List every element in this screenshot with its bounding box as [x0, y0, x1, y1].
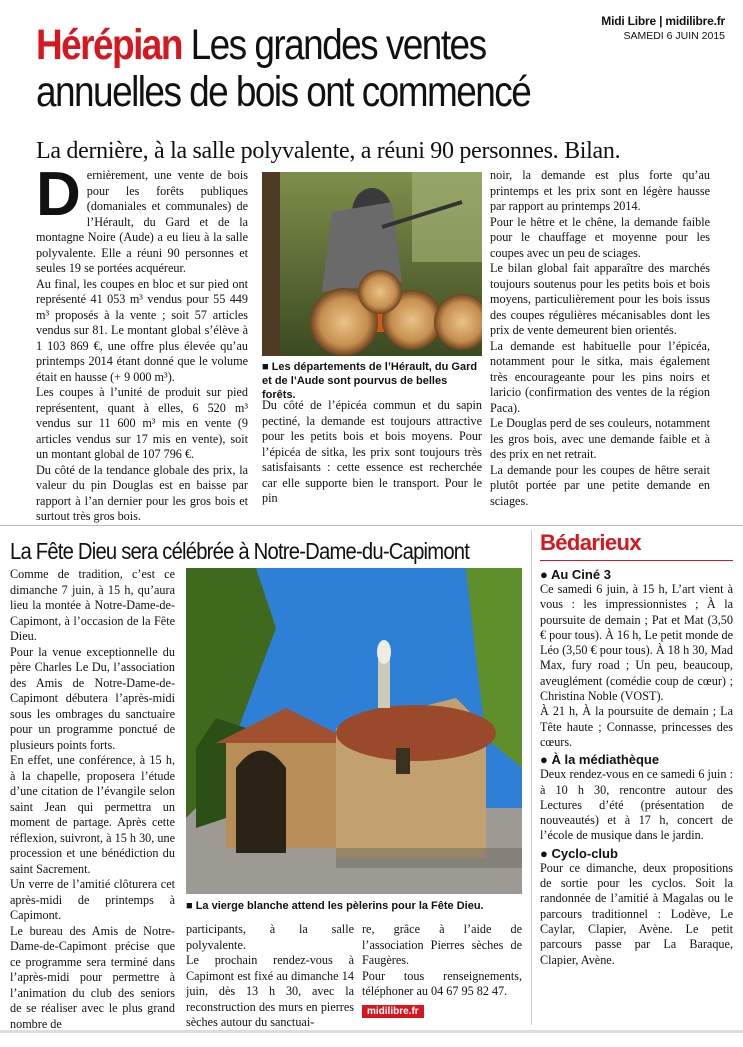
paragraph: Les coupes à l’unité de produit sur pied représentent, quant à elles, 6 520 m³ vendus sur 11 600 m³ mis en vente (9 articles vendus sur 17 mis en vente), soit un montant global de 107 796 €.	[36, 385, 248, 461]
paragraph: Pour tous renseignements, téléphoner au 04 67 95 82 47.	[362, 968, 522, 998]
paragraph: participants, à la salle polyvalente.	[186, 922, 354, 952]
paragraph: Le prochain rendez-vous à Capimont est fixé au dimanche 14 juin, dès 13 h 30, avec la reconstruction des murs en pierres sèches autour du sanctuai-	[186, 953, 354, 1029]
paragraph: Du côté de la tendance globale des prix, la valeur du pin Douglas est en baisse par rapport à l’an dernier pour les gros bois et surtout très gros bois.	[36, 462, 248, 523]
article-subhead: La dernière, à la salle polyvalente, a réuni 90 personnes. Bilan.	[36, 138, 621, 164]
paragraph: ernièrement, une vente de bois pour les forêts publiques (domaniales et communales) de l’Hérault, du Gard et de la montagne Noire (Aude) a eu lieu à la salle polyvalente. Elle a réuni 90 personnes et seules 19 se portées acquéreur.	[36, 168, 248, 275]
paragraph: re, grâce à l’aide de l’association Pierres sèches de Faugères.	[362, 922, 522, 967]
sidebar-section-title: ● Au Ciné 3	[540, 567, 611, 582]
sidebar-section-title: ● À la médiathèque	[540, 752, 660, 768]
paragraph: La demande est habituelle pour l’épicéa, notamment pour le sitka, mais également très encourageante pour les pins noirs et laricio (confirmation des ventes de la région Paca).	[490, 338, 710, 415]
article1-column-3	[490, 168, 710, 509]
paragraph: noir, la demande est plus forte qu’au printemps et les prix sont en légère hausse par rapport au printemps 2014.	[490, 168, 710, 213]
article1-column-1	[36, 160, 248, 525]
paragraph: Pour le hêtre et le chêne, la demande faible pour le chauffage et moyenne pour les coupes avec un peu de sciages.	[490, 214, 710, 260]
paragraph: Le Douglas perd de ses couleurs, notamment les gros bois, avec une demande faible et à des prix en net retrait.	[490, 416, 710, 461]
paragraph: Ce samedi 6 juin, à 15 h, L’art vient à vous : les impressionnistes ; À la poursuite de demain ; Pat et Mat (3,50 € pour tous). À 16 h, Le petit monde de Léo (3,50 € pour tous). À 18 h 30, Mad Max, fury road ; Un peu, beaucoup, aveuglément (comédie coup de cœur) ; Christina Noble (VOST).	[540, 582, 733, 704]
article2-column-1	[10, 567, 175, 1032]
paragraph: La demande pour les coupes de hêtre serait plutôt portée par une petite demande en sciages.	[490, 462, 710, 508]
paragraph: En effet, une conférence, à 15 h, à la chapelle, proposera l’étude d’une citation de l’évangile selon saint Jean qui permettra un moment de partage. Après cette réflexion, suivront, à 15 h 30, une procession et une bénédiction du saint Sacrement.	[10, 753, 175, 876]
paragraph: Pour la venue exceptionnelle du père Charles Le Du, l’association des Amis de Notre-Dame-de-Capimont débutera l’après-midi sous les ombrages du sanctuaire pour un programme ponctué de plusieurs points forts.	[10, 644, 175, 752]
sidebar-section-title: ● Cyclo-club	[540, 845, 618, 861]
photo-caption: ■ Les départements de l’Hérault, du Gard et de l’Aude sont pourvus de belles forêts.	[262, 361, 478, 401]
article-headline	[36, 22, 638, 116]
paragraph: Comme de tradition, c’est ce dimanche 7 juin, à 15 h, qu’aura lieu la montée à Notre-Dame-de-Capimont, à l’occasion de la Fête Dieu.	[10, 567, 175, 643]
article2-column-3	[362, 922, 522, 1000]
midilibre-logo: midilibre.fr	[362, 1005, 424, 1018]
sidebar-rule	[540, 560, 733, 561]
sidebar-bedarieux	[531, 530, 733, 1025]
paragraph: Pour ce dimanche, deux propositions de sortie pour les cyclos. Soit la randonnée de l’amitié à Magalas ou le parcours traditionnel : Lodève, Le Caylar, Clapier, Avène. Le petit parcours passe par La Baraque, Clapier, Avène.	[540, 860, 733, 967]
article2-headline: La Fête Dieu sera célébrée à Notre-Dame-du-Capimont	[10, 538, 470, 564]
article2-column-2	[186, 922, 354, 1031]
headline-text: Les grandes ventes annuelles de bois ont commencé	[36, 21, 531, 116]
paragraph: Le bilan global fait apparaître des marchés toujours soutenus pour les petits bois et bois moyens, particulièrement pour les bois issus des coupes régulières mécanisables dont les prix de vente demeurent bien orientés.	[490, 261, 710, 337]
publication-date: SAMEDI 6 JUIN 2015	[623, 30, 725, 42]
drop-cap: D	[36, 160, 81, 229]
paragraph: Du côté de l’épicéa commun et du sapin pectiné, la demande est toujours attractive pour les petits bois et bois moyens. Pour l’épicéa de sitka, les prix sont toujours très satisfaisants : cette essence est recherchée car elle supporte bien le transport. Pour le pin	[262, 398, 482, 505]
paragraph: À 21 h, À la poursuite de demain ; La Tête haute ; Connasse, princesses des cœurs.	[540, 704, 733, 749]
section-divider	[0, 525, 743, 526]
paragraph: Au final, les coupes en bloc et sur pied ont représenté 41 053 m³ vendus pour 55 449 m³ proposés à la vente ; soit 57 articles vendus sur 81. Le montant global s’élève à 1 103 869 €, une offre plus élevée qu’au printemps 2014 étant donné que le volume était en hausse (+ 9 000 m³).	[36, 276, 248, 384]
forest-photo	[262, 172, 482, 356]
article1-column-2	[262, 398, 482, 507]
chapel-photo	[186, 568, 522, 894]
photo-caption-2: ■ La vierge blanche attend les pèlerins pour la Fête Dieu.	[186, 900, 484, 912]
paragraph: Le bureau des Amis de Notre-Dame-de-Capimont précise que ce programme sera terminé dans l’après-midi pour permettre à l’animation du club des seniors de se réaliser avec le plus grand nombre de	[10, 923, 175, 1031]
headline-place: Hérépian	[36, 21, 182, 69]
sidebar-town: Bédarieux	[540, 530, 641, 555]
publication-name: Midi Libre | midilibre.fr	[601, 14, 725, 28]
paragraph: Un verre de l’amitié clôturera cet après-midi de printemps à Capimont.	[10, 877, 175, 922]
paragraph: Deux rendez-vous en ce samedi 6 juin : à 10 h 30, rencontre autour des Lectures d’été (présentation de nouveautés) et à 17 h, concert de l’école de musique dans le jardin.	[540, 767, 733, 843]
bottom-rule	[0, 1030, 743, 1033]
